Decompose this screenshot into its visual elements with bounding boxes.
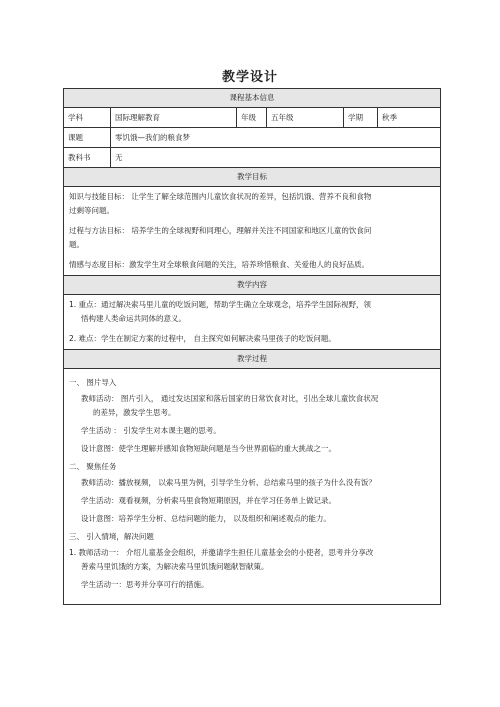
step1-design: 设计意图：使学生理解并感知食物短缺问题是当今世界面临的重大挑战之一。: [81, 444, 336, 453]
subject-value: 国际理解教育: [111, 108, 237, 127]
goals-block: [64, 187, 440, 276]
process-block: [64, 369, 440, 604]
textbook-value: 无: [115, 153, 123, 162]
section-header-process: 教学过程: [64, 350, 440, 369]
step2-teacher: 教师活动：播放视频， 以索马里为例，引导学生分析、总结索马里的孩子为什么没有饭？: [81, 478, 376, 487]
step3-teacher-line-2: 善索马里饥饿的方案，为解决索马里饥饿问题献智献策。: [81, 562, 269, 571]
step2-design: 设计意图：培养学生分析、总结问题的能力， 以及组织和阐述观点的能力。: [81, 514, 331, 523]
step2-student: 学生活动：观看视频，分析索马里食物短期原因，并在学习任务单上做记录。: [81, 496, 336, 505]
step1-student: 学生活动 ： 引发学生对本课主题的思考。: [81, 426, 221, 435]
goal-attitude: 情感与态度目标：激发学生对全球粮食问题的关注，培养珍惜粮食、关爱他人的良好品质。: [69, 260, 369, 269]
step2-title: 二、 聚焦任务: [69, 462, 117, 471]
subject-label: 学科: [64, 108, 111, 127]
step1-title: 一、 图片导入: [69, 378, 117, 387]
step1-teacher-line-1: 教师活动： 图片引入， 通过发达国家和落后国家的日常饮食对比，引出全球儿童饮食状况: [81, 394, 379, 403]
step3-student: 学生活动一：思考并分享可行的措施。: [81, 580, 209, 589]
info-row-topic: [64, 128, 440, 148]
grade-value: 五年级: [267, 108, 344, 127]
goal-process-line-2: 题。: [69, 240, 84, 249]
info-row-subject: [64, 108, 440, 128]
step1-teacher-line-2: 的差异，激发学生思考。: [93, 408, 176, 417]
topic-value: 零饥饿—我们的粮食梦: [115, 133, 190, 142]
step3-title: 三、 引入情境，解决问题: [69, 532, 154, 541]
lesson-plan-table: [63, 88, 441, 605]
grade-label: 年级: [237, 108, 267, 127]
goal-process-line-1: 过程与方法目标： 培养学生的全球视野和同理心，理解并关注不同国家和地区儿童的饮食问: [69, 226, 372, 235]
content-key-line-2: 悟构建人类命运共同体的意义。: [81, 314, 186, 323]
section-header-goals: 教学目标: [64, 168, 440, 187]
content-difficulty: 2. 难点：学生在制定方案的过程中， 自主探究如何解决索马里孩子的吃饭问题。: [69, 334, 336, 343]
info-row-textbook: [64, 148, 440, 168]
step3-teacher-line-1: 1. 教师活动一： 介绍儿童基金会组织，并邀请学生担任儿童基金会的小使者，思考并分享改: [69, 548, 374, 557]
goal-knowledge-line-1: 知识与技能目标： 让学生了解全球范围内儿童饮食状况的差异，包括饥饿、营养不良和食物: [69, 192, 372, 201]
textbook-label: 教科书: [64, 148, 111, 167]
content-block: [64, 295, 440, 350]
term-label: 学期: [344, 108, 378, 127]
section-header-basic-info: 课程基本信息: [64, 89, 440, 108]
content-key-line-1: 1. 重点：通过解决索马里儿童的吃饭问题，帮助学生确立全球观念，培养学生国际视野，领: [69, 300, 372, 309]
goal-knowledge-line-2: 过剩等问题。: [69, 206, 114, 215]
term-value: 秋季: [382, 113, 397, 122]
section-header-content: 教学内容: [64, 276, 440, 295]
topic-label: 课题: [64, 128, 111, 147]
page-title: 教学设计: [221, 70, 278, 85]
